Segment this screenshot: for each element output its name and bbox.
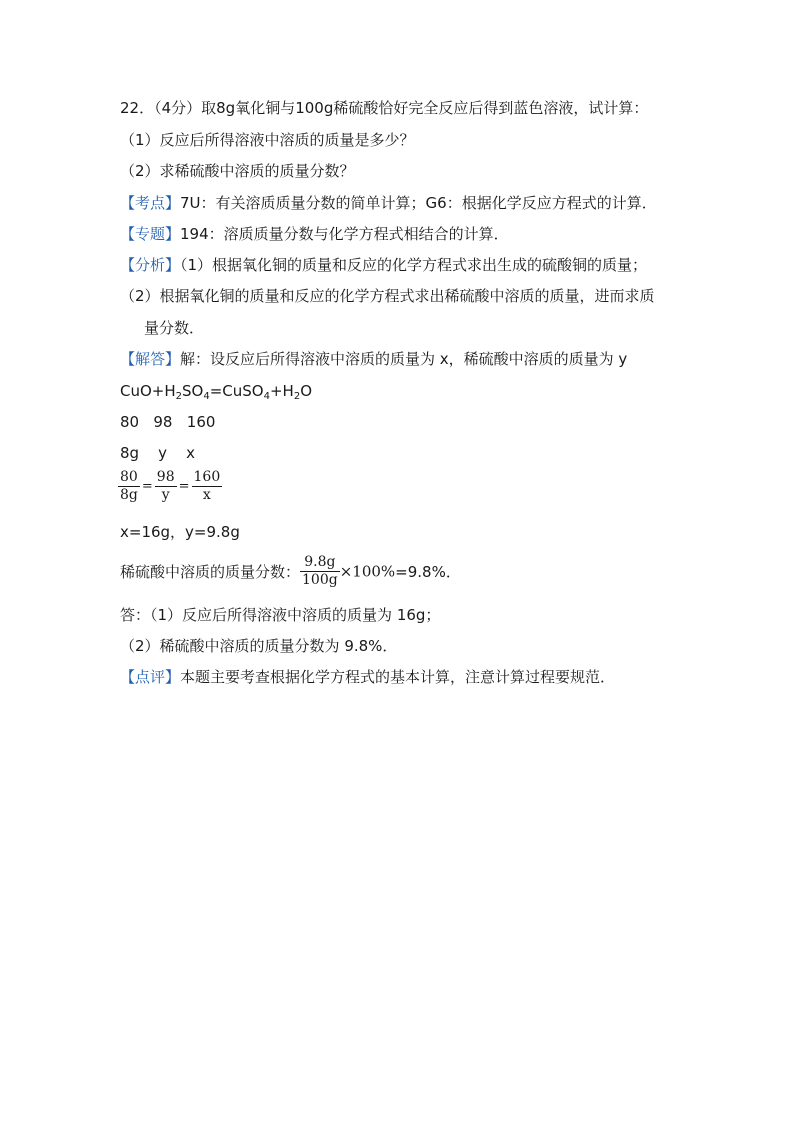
dianping-tag: 【点评】 (120, 668, 181, 686)
ratio-fraction-3: $\frac{160}{x}$ (193, 469, 221, 503)
ratio-fraction-1: $\frac{80}{8g}$ (120, 469, 138, 503)
fenxi-tag: 【分析】 (120, 256, 181, 274)
ratio-fraction-2: $\frac{98}{y}$ (156, 469, 175, 503)
dianping-text: 本题主要考查根据化学方程式的基本计算，注意计算过程要规范． (180, 668, 616, 686)
fenxi-text-2: （2）根据氧化铜的质量和反应的化学方程式求出稀硫酸中溶质的质量，进而求质 (120, 287, 655, 305)
jieda-tag: 【解答】 (120, 350, 181, 368)
zhuanti-tag: 【专题】 (120, 225, 181, 243)
kaodian-row (120, 193, 657, 213)
zhuanti-row (120, 224, 509, 244)
answer-1: 答：（1）反应后所得溶液中溶质的质量为 16g； (120, 606, 441, 624)
kaodian-text: 7U：有关溶质质量分数的简单计算；G6：根据化学反应方程式的计算． (180, 194, 657, 212)
molar-masses: 80 98 160 (120, 413, 216, 431)
question-part-2: （2）求稀硫酸中溶质的质量分数？ (120, 162, 355, 180)
result-line: x=16g，y=9.8g (120, 523, 240, 541)
answer-2: （2）稀硫酸中溶质的质量分数为 9.8%． (120, 637, 398, 655)
dianping-row (120, 667, 615, 687)
kaodian-tag: 【考点】 (120, 194, 181, 212)
given-quantities: 8g y x (120, 444, 195, 462)
fenxi-text-1: （1）根据氧化铜的质量和反应的化学方程式求出生成的硫酸铜的质量； (180, 256, 648, 274)
fenxi-text-3: 量分数． (144, 319, 205, 337)
ratio-equation: $\frac{80}{8g}$ = $\frac{98}{y}$ = $\frac{160}{x}$ (120, 469, 221, 503)
mass-fraction-line: 稀硫酸中溶质的质量分数： $\frac{9.8g}{100g}$ ×100%=9.8%． (120, 554, 461, 588)
jieda-row (120, 349, 627, 369)
jieda-text: 解：设反应后所得溶液中溶质的质量为 x，稀硫酸中溶质的质量为 y (180, 350, 628, 368)
question-part-1: （1）反应后所得溶液中溶质的质量是多少？ (120, 131, 415, 149)
question-stem: 22．（4分）取8g氧化铜与100g稀硫酸恰好完全反应后得到蓝色溶液，试计算： (120, 99, 649, 117)
chemical-equation: $CuO+H_2SO_4=CuSO_4+H_2O$ (120, 382, 313, 402)
mass-fraction: $\frac{9.8g}{100g}$ (302, 554, 338, 588)
zhuanti-text: 194：溶质质量分数与化学方程式相结合的计算． (180, 225, 509, 243)
fenxi-row (120, 255, 647, 275)
